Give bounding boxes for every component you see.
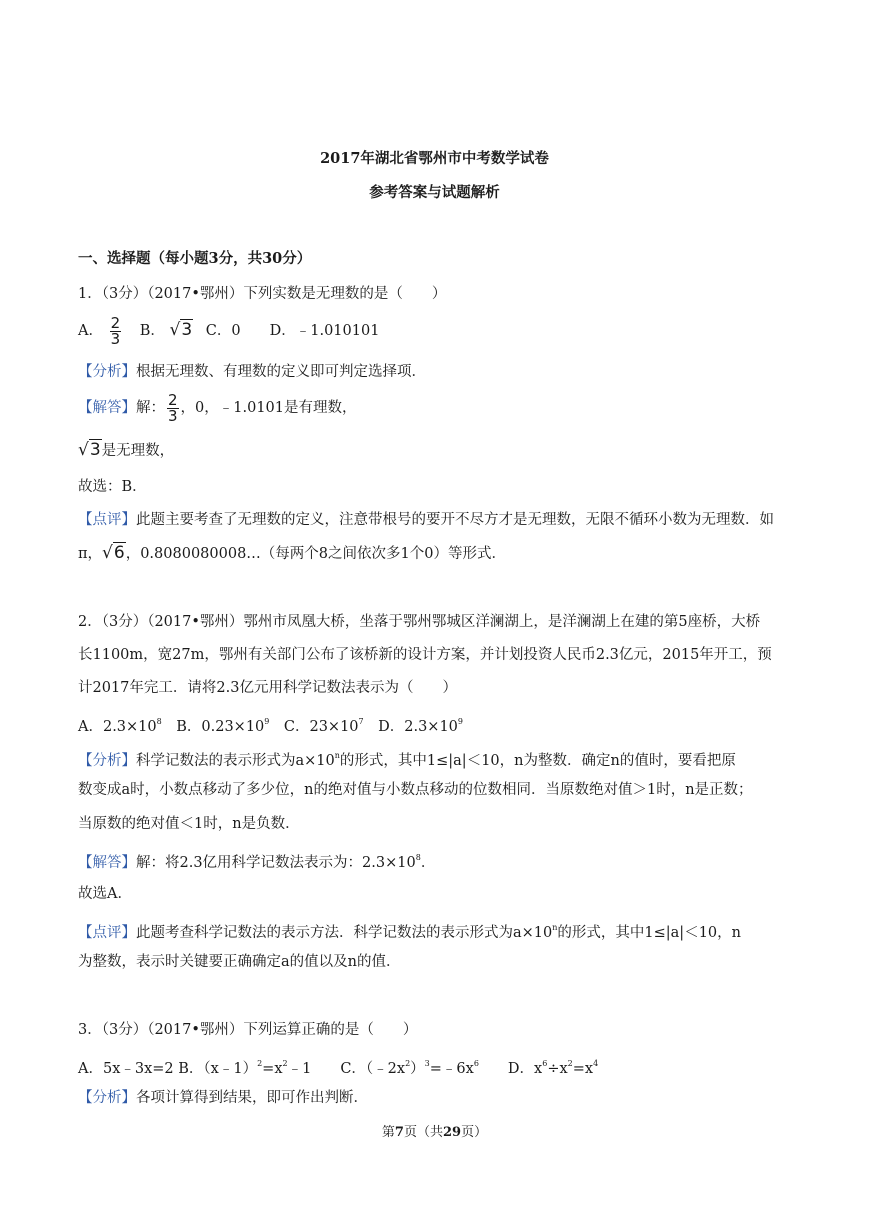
q1-comment [78, 510, 774, 530]
exponent: 6 [542, 1059, 548, 1068]
comment-tag: 【点评】 [78, 512, 136, 528]
exponent: 3 [424, 1059, 430, 1068]
q3-options [78, 1054, 598, 1079]
q3-analysis [78, 1088, 368, 1108]
fraction-numerator: 2 [110, 313, 121, 332]
page-subtitle: 参考答案与试题解析 [369, 184, 500, 201]
exponent: 2 [405, 1059, 411, 1068]
q2-comment [78, 918, 741, 943]
comment-text: 此题主要考查了无理数的定义，注意带根号的要开不尽方才是无理数，无限不循环小数为无理数．如 [136, 512, 774, 528]
exponent: n [334, 751, 340, 760]
sqrt-radicand: 6 [113, 543, 125, 563]
pi-symbol: π， [78, 546, 103, 562]
analysis-tag: 【分析】 [78, 1090, 136, 1106]
q1-option-a-label: A． [78, 323, 103, 339]
q1-options-cd: C．0 D．﹣1.010101 [205, 323, 380, 339]
analysis-tag: 【分析】 [78, 753, 136, 769]
total-pages: 29 [442, 1125, 462, 1140]
q3-option-b-part: ﹣1 [287, 1061, 341, 1077]
q1-answer [78, 390, 357, 426]
answer-tag: 【解答】 [78, 855, 136, 871]
q2-comment-line2: 为整数，表示时关键要正确确定a的值以及n的值． [78, 954, 401, 970]
q3-option-a: A．5x﹣3x=2 [78, 1061, 174, 1077]
q1-fraction [110, 313, 122, 348]
current-page-number: 7 [394, 1125, 404, 1140]
analysis-text: 科学记数法的表示形式为a×10 [136, 753, 335, 769]
exponent: 8 [156, 717, 162, 726]
q3-option-b: B．（x﹣1） [178, 1061, 258, 1077]
q1-comment-line2 [78, 543, 506, 564]
sqrt-radicand: 3 [89, 440, 101, 460]
q2-analysis-line3: 当原数的绝对值＜1时，n是负数． [78, 816, 300, 832]
q3-option-b-part: =x [262, 1061, 283, 1077]
q2-analysis [78, 746, 736, 771]
q3-option-d-part: ÷x [547, 1061, 568, 1077]
exponent: 7 [358, 717, 364, 726]
q1-option-b-label: B． [139, 323, 165, 339]
q1-answer-line2 [78, 440, 174, 461]
q2-option-a: A．2.3×10 [78, 719, 157, 735]
q1-sqrt: √3 [169, 320, 193, 340]
footer-suffix: 页） [461, 1125, 488, 1140]
analysis-tag: 【分析】 [78, 364, 136, 380]
q2-stem-line3: 计2017年完工．请将2.3亿元用科学记数法表示为（ ） [78, 680, 457, 696]
exponent: 8 [415, 853, 421, 862]
q3-option-c: C．（﹣2x [340, 1061, 406, 1077]
exponent: 2 [567, 1059, 573, 1068]
page-title: 2017年湖北省鄂州市中考数学试卷 [320, 150, 549, 167]
exponent: n [552, 923, 558, 932]
footer-mid: 页（共 [403, 1125, 443, 1140]
q2-stem-line2: 长1100m，宽27m，鄂州有关部门公布了该桥新的设计方案，并计划投资人民币2.3亿元，2015年开工，预 [78, 647, 772, 663]
q3-option-d-part: =x [572, 1061, 594, 1077]
q3-option-d: D．x [478, 1061, 543, 1077]
fraction-numerator: 2 [168, 390, 178, 409]
q2-analysis-line2: 数变成a时，小数点移动了多少位，n的绝对值与小数点移动的位数相同．当原数绝对值＞1时，n是正数； [78, 782, 753, 798]
page-footer [0, 1121, 869, 1140]
fraction-denominator: 3 [110, 329, 121, 348]
exponent: 6 [473, 1059, 479, 1068]
answer-sqrt: √3 [78, 440, 101, 460]
footer-prefix: 第 [381, 1125, 395, 1140]
analysis-text: 的形式，其中1≤|a|＜10，n为整数．确定n的值时，要看把原 [339, 753, 736, 769]
exponent: 9 [457, 717, 464, 726]
answer-end: ． [420, 855, 436, 871]
q1-analysis [78, 362, 426, 382]
q3-stem: 3．（3分）（2017•鄂州）下列运算正确的是（ ） [78, 1022, 418, 1038]
exponent: 2 [257, 1059, 263, 1068]
comment-line2-text: ，0.8080080008…（每两个8之间依次多1个0）等形式． [125, 546, 506, 562]
comment-tag: 【点评】 [78, 925, 136, 941]
analysis-text: 各项计算得到结果，即可作出判断． [136, 1090, 368, 1106]
q2-option-c: C．23×10 [269, 719, 359, 735]
fraction-denominator: 3 [168, 406, 178, 425]
exponent: 4 [593, 1059, 599, 1068]
q2-options [78, 712, 463, 737]
sqrt-radicand: 3 [181, 320, 193, 340]
answer-prefix: 解： [136, 400, 165, 416]
exponent: 9 [264, 717, 270, 726]
q1-choice: 故选：B． [78, 479, 147, 495]
q2-choice: 故选A． [78, 886, 132, 902]
analysis-text: 根据无理数、有理数的定义即可判定选择项． [136, 364, 426, 380]
q1-options [78, 312, 379, 349]
answer-line2-text: 是无理数， [101, 443, 175, 459]
section-heading: 一、选择题（每小题3分，共30分） [78, 250, 312, 267]
q2-answer [78, 848, 435, 873]
q2-option-b: B．0.23×10 [161, 719, 265, 735]
q3-option-c-part: =﹣6x [429, 1061, 474, 1077]
q2-option-d: D．2.3×10 [363, 719, 458, 735]
q3-option-c-part: ） [410, 1061, 425, 1077]
exponent: 2 [282, 1059, 288, 1068]
comment-text: 此题考查科学记数法的表示方法．科学记数法的表示形式为a×10 [136, 925, 553, 941]
comment-text: 的形式，其中1≤|a|＜10，n [557, 925, 741, 941]
q1-stem: 1．（3分）（2017•鄂州）下列实数是无理数的是（ ） [78, 286, 447, 302]
answer-fraction [167, 390, 179, 425]
answer-rest: ，0，﹣1.0101是有理数， [180, 400, 357, 416]
answer-text: 解：将2.3亿用科学记数法表示为：2.3×10 [136, 855, 416, 871]
q2-stem-line1: 2．（3分）（2017•鄂州）鄂州市凤凰大桥，坐落于鄂州鄂城区洋澜湖上，是洋澜湖上在建的第5座桥，大桥 [78, 614, 761, 630]
comment-sqrt: √6 [102, 543, 125, 563]
answer-tag: 【解答】 [78, 400, 136, 416]
